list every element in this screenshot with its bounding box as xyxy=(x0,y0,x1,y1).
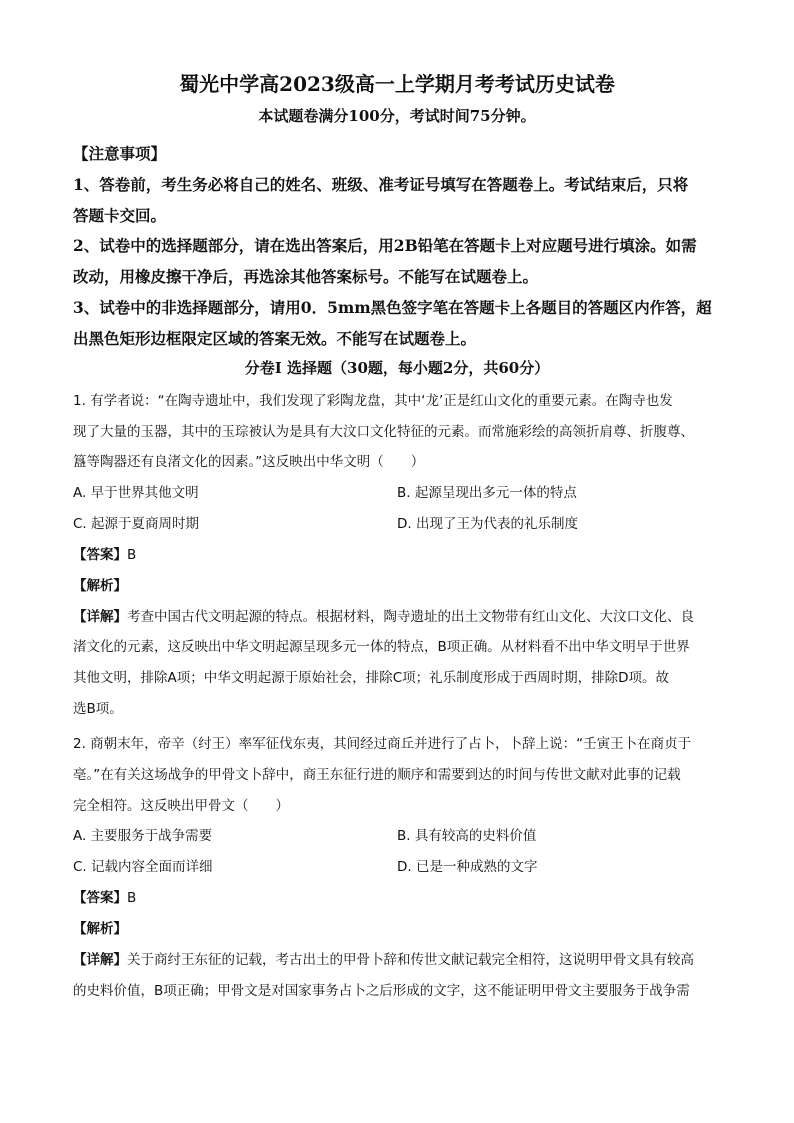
q2-option-d: D. 已是一种成熟的文字 xyxy=(397,859,538,875)
q1-answer xyxy=(73,549,136,563)
detail-tag: 【详解】 xyxy=(73,609,127,625)
q2-stem-line: 亳。”在有关这场战争的甲骨文卜辞中，商王东征行进的顺序和需要到达的时间与传世文献对此事的记载 xyxy=(73,767,681,783)
page-title: 蜀光中学高2023级高一上学期月考考试历史试卷 xyxy=(179,72,615,96)
detail-tag: 【详解】 xyxy=(73,952,127,968)
q1-analysis-tag xyxy=(73,580,127,594)
q1-detail-line: 其他文明，排除A项；中华文明起源于原始社会，排除C项；礼乐制度形成于西周时期，排除D项。故 xyxy=(73,670,670,686)
q2-option-b: B. 具有较高的史料价值 xyxy=(397,828,537,844)
detail-text: 考查中国古代文明起源的特点。根据材料，陶寺遗址的出土文物带有红山文化、大汶口文化、良 xyxy=(127,609,694,625)
notice-line: 改动，用橡皮擦干净后，再选涂其他答案标号。不能写在试题卷上。 xyxy=(73,267,539,286)
answer-value: B xyxy=(127,547,137,563)
q2-detail-line xyxy=(73,954,694,968)
q1-option-d: D. 出现了王为代表的礼乐制度 xyxy=(397,516,578,532)
q1-stem-line: 簋等陶器还有良渚文化的因素。”这反映出中华文明（ ） xyxy=(73,454,425,470)
q2-option-c: C. 记载内容全面而详细 xyxy=(73,859,213,875)
q1-stem-line: 1. 有学者说：“在陶寺遗址中，我们发现了彩陶龙盘，其中‘龙’正是红山文化的重要元素。在陶寺也发 xyxy=(73,393,673,409)
section-title: 分卷I 选择题（30题，每小题2分，共60分） xyxy=(244,359,550,377)
q1-option-a: A. 早于世界其他文明 xyxy=(73,485,199,501)
answer-tag: 【答案】 xyxy=(73,547,127,563)
notice-line: 出黑色矩形边框限定区域的答案无效。不能写在试题卷上。 xyxy=(73,329,477,348)
q1-stem-line: 现了大量的玉器，其中的玉琮被认为是具有大汶口文化特征的元素。而常施彩绘的高领折肩尊、折腹尊、 xyxy=(73,424,694,440)
q2-analysis-tag xyxy=(73,923,127,937)
analysis-tag: 【解析】 xyxy=(73,921,127,937)
notice-line: 答题卡交回。 xyxy=(73,206,167,225)
q1-option-c: C. 起源于夏商周时期 xyxy=(73,516,200,532)
q1-detail-line: 渚文化的元素，这反映出中华文明起源呈现多元一体的特点，B项正确。从材料看不出中华文明早于世界 xyxy=(73,639,690,655)
notice-line: 1、答卷前，考生务必将自己的姓名、班级、准考证号填写在答题卷上。考试结束后，只将 xyxy=(73,175,689,194)
answer-value: B xyxy=(127,890,137,906)
q2-stem-line: 完全相符。这反映出甲骨文（ ） xyxy=(73,798,289,814)
analysis-tag: 【解析】 xyxy=(73,578,127,594)
notice-heading: 【注意事项】 xyxy=(73,144,167,163)
notice-line: 3、试卷中的非选择题部分，请用0．5mm黑色签字笔在答题卡上各题目的答题区内作答，超 xyxy=(73,298,712,317)
answer-tag: 【答案】 xyxy=(73,890,127,906)
q1-option-b: B. 起源呈现出多元一体的特点 xyxy=(397,485,577,501)
q2-detail-line: 的史料价值，B项正确；甲骨文是对国家事务占卜之后形成的文字，这不能证明甲骨文主要服务于战争需 xyxy=(73,983,690,999)
detail-text: 关于商纣王东征的记载，考古出土的甲骨卜辞和传世文献记载完全相符，这说明甲骨文具有较高 xyxy=(127,952,694,968)
q2-answer xyxy=(73,892,136,906)
page-subtitle: 本试题卷满分100分，考试时间75分钟。 xyxy=(258,107,536,125)
q1-detail-line xyxy=(73,611,694,625)
q2-option-a: A. 主要服务于战争需要 xyxy=(73,828,213,844)
notice-line: 2、试卷中的选择题部分，请在选出答案后，用2B铅笔在答题卡上对应题号进行填涂。如需 xyxy=(73,236,697,255)
q2-stem-line: 2. 商朝末年，帝辛（纣王）率军征伐东夷，其间经过商丘并进行了占卜，卜辞上说：“壬寅王卜在商贞于 xyxy=(73,736,692,752)
q1-detail-line: 选B项。 xyxy=(73,701,123,717)
